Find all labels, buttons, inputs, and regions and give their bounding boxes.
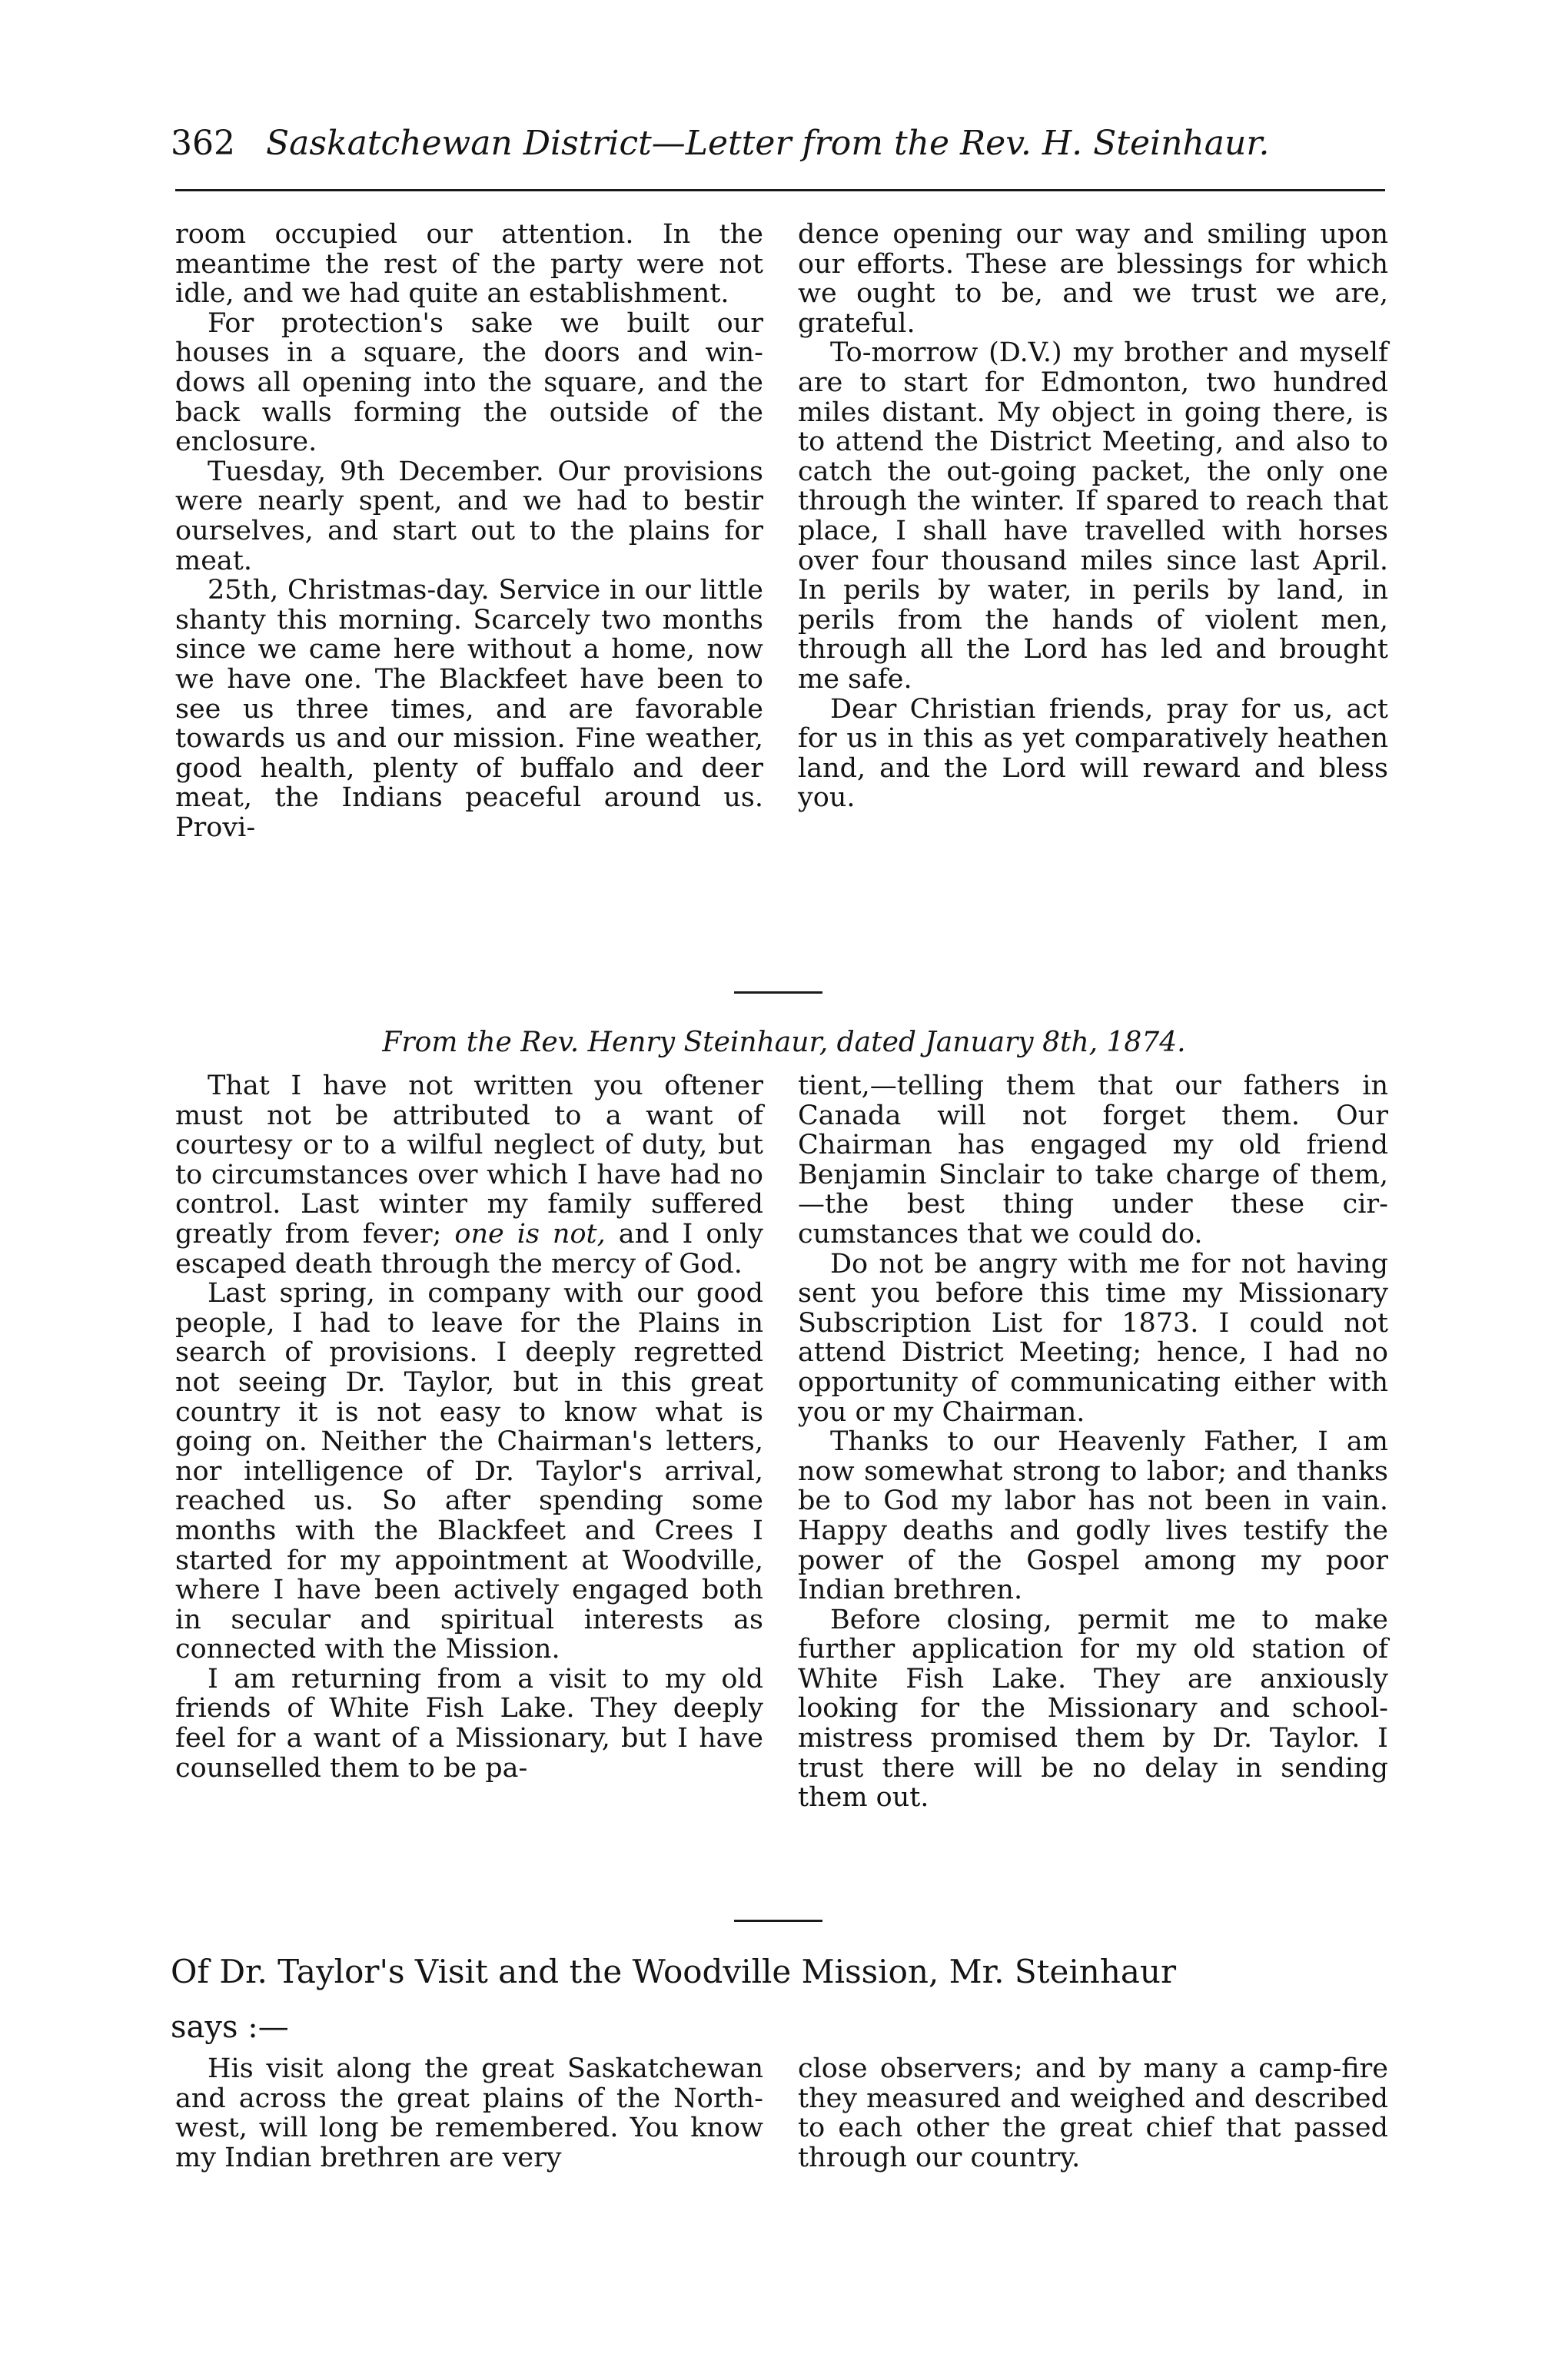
header-rule [175,189,1385,191]
section-heading-tail: says :— [171,2010,289,2045]
section3-left-column [175,2054,763,2173]
paragraph: To-morrow (D.V.) my brother and myself are to start for Edmonton, two hundred miles distant. My object in going there, is to attend the District Meeting, and also to catch the out-going packet, the only one through the winter. If spared to reach that place, I shall have travelled with horses over four thousand miles since last April. In perils by water, in perils by land, in perils from the hands of violent men, through all the Lord has led and brought me safe. [798,337,1388,695]
text-run: That I have not written you oftener must not be attributed to a want of courtesy or to a wilful neglect of duty, but to circumstances over which I have had no control. Last winter my family suffered greatly from fever; [175,1071,763,1250]
paragraph: Do not be angry with me for not having sent you before this time my Missionary Subscription List for 1873. I could not attend District Meeting; hence, I had no opportunity of communicating either with you or my Chairman. [798,1248,1388,1428]
text-run: and I only escaped death through the mercy of God. [175,1218,763,1280]
letter-dateline: From the Rev. Henry Steinhaur, dated January 8th, 1874. [382,1027,1186,1058]
paragraph: dence opening our way and smiling upon our efforts. These are blessings for which we ought to be, and we trust we are, grateful. [798,219,1388,339]
paragraph: Before closing, permit me to make further application for my old station of White Fish Lake. They are anxiously looking for the Missionary and schoolmistress promised them by Dr. Taylor. I trust there will be no delay in sending them out. [798,1604,1388,1814]
paragraph: His visit along the great Saskatchewan and across the great plains of the North-west, will long be remembered. You know my Indian brethren are very [175,2053,763,2173]
paragraph: For protection's sake we built our houses in a square, the doors and windows all opening into the square, and the back walls forming the outside of the enclosure. [175,307,763,458]
section3-right-column [798,2054,1388,2173]
paragraph: Last spring, in company with our good people, I had to leave for the Plains in search of provisions. I deeply regretted not seeing Dr. Taylor, but in this great country it is not easy to know what is going on. Neither the Chairman's letters, nor intelligence of Dr. Taylor's arrival, reached us. So after spending some months with the Blackfeet and Crees I started for my appointment at Woodville, where I have been actively engaged both in secular and spiritual interests as connected with the Mission. [175,1278,763,1665]
paragraph: Thanks to our Heavenly Father, I am now somewhat strong to labor; and thanks be to God my labor has not been in vain. Happy deaths and godly lives testify the power of the Gospel among my poor Indian brethren. [798,1426,1388,1606]
paragraph: Dear Christian friends, pray for us, act for us in this as yet comparatively heathen land, and the Lord will reward and bless you. [798,693,1388,814]
section-heading: Of Dr. Taylor's Visit and the Woodville Mission, Mr. Steinhaur [171,1953,1177,1990]
section1-right-column [798,220,1388,813]
page-title: Saskatchewan District—Letter from the Rev. H. Steinhaur. [265,124,1270,163]
running-head [171,117,1400,171]
paragraph: 25th, Christmas-day. Service in our little shanty this morning. Scarcely two months since we came here without a home, now we have one. The Blackfeet have been to see us three times, and are favorable towards us and our mission. Fine weather, good health, plenty of buffalo and deer meat, the Indians peaceful around us. Provi- [175,575,763,843]
paragraph [175,1071,763,1279]
paragraph: room occupied our attention. In the meantime the rest of the party were not idle, and we had quite an establishment. [175,219,763,310]
section-divider [734,991,822,994]
italic-phrase: one is not, [454,1218,606,1250]
section-divider [734,1920,822,1922]
page-number: 362 [171,124,235,163]
paragraph: Tuesday, 9th December. Our provisions were nearly spent, and we had to bestir ourselves, and start out to the plains for meat. [175,456,763,576]
section2-left-column [175,1071,763,1783]
paragraph: I am returning from a visit to my old friends of White Fish Lake. They deeply feel for a want of a Missionary, but I have counselled them to be pa- [175,1663,763,1784]
section1-left-column [175,220,763,842]
section2-right-column [798,1071,1388,1813]
paragraph: tient,—telling them that our fathers in Canada will not forget them. Our Chairman has engaged my old friend Benjamin Sinclair to take charge of them,—the best thing under these circumstances that we could do. [798,1071,1388,1250]
paragraph: close observers; and by many a camp-fire they measured and weighed and described to each other the great chief that passed through our country. [798,2053,1388,2173]
